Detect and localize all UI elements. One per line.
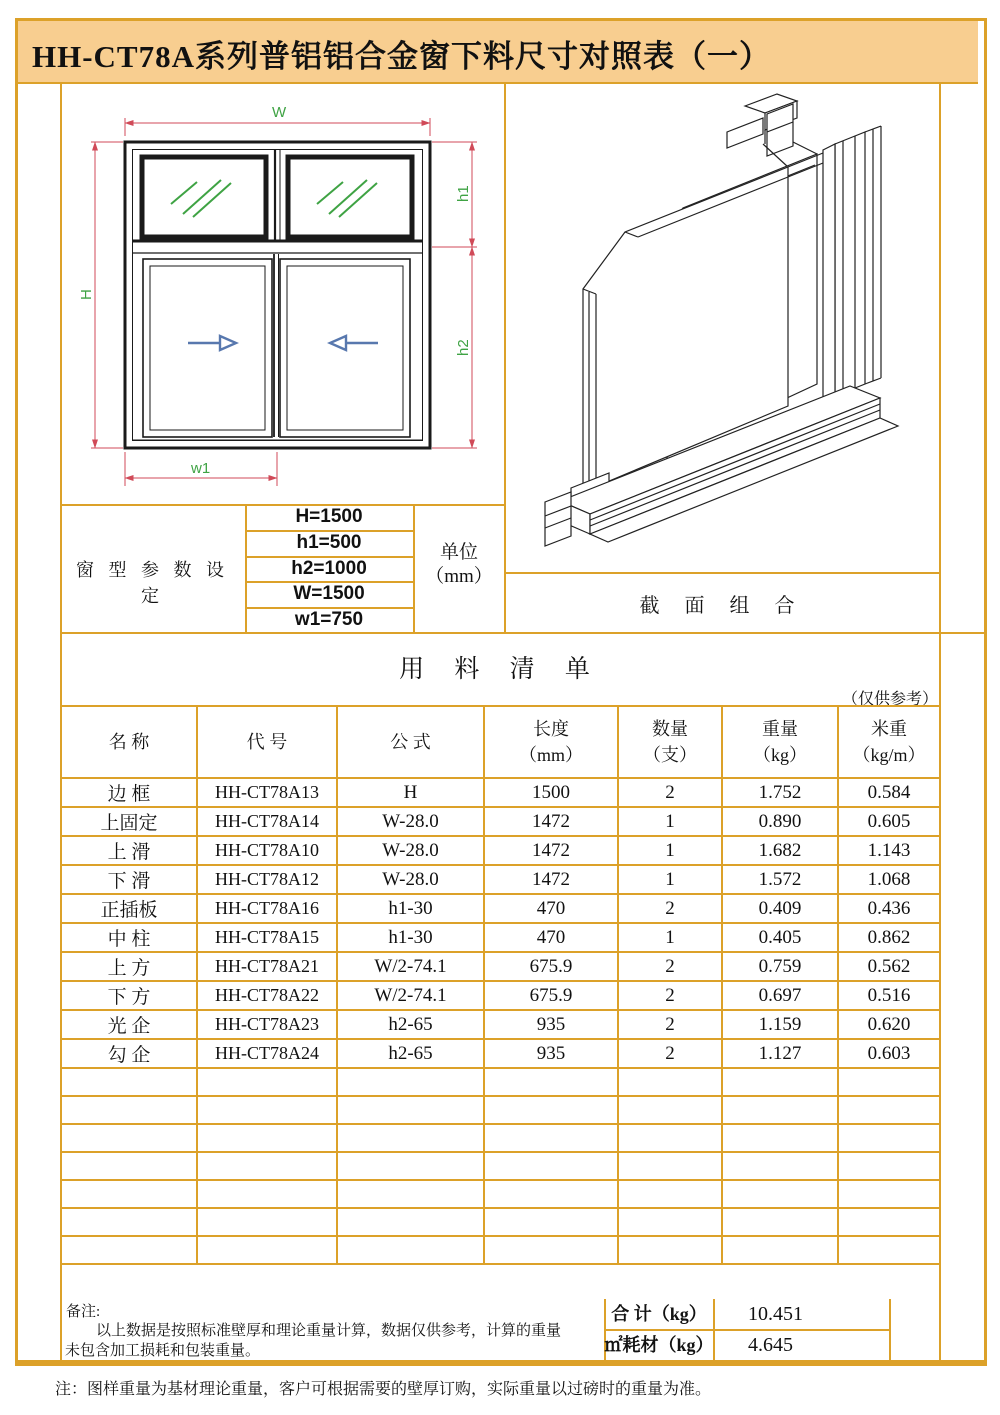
bom-cell: 675.9	[484, 981, 618, 1010]
bom-cell: 中 柱	[61, 923, 197, 952]
header-unit: （mm）	[518, 745, 583, 765]
bom-cell: HH-CT78A10	[197, 836, 337, 865]
bom-cell: 正插板	[61, 894, 197, 923]
bom-cell: 0.697	[722, 981, 838, 1010]
bom-cell: 0.759	[722, 952, 838, 981]
col-header-name	[61, 706, 197, 778]
empty-cell	[197, 1236, 337, 1264]
header-label: 名 称	[108, 732, 150, 752]
bom-cell: 2	[618, 1010, 722, 1039]
bom-cell: 下 方	[61, 981, 197, 1010]
header-label: 米重	[871, 719, 907, 739]
bom-cell: 0.409	[722, 894, 838, 923]
section-caption: 截 面 组 合	[639, 595, 805, 617]
bom-cell: 1.752	[722, 778, 838, 807]
empty-cell	[61, 1152, 197, 1180]
bom-cell: HH-CT78A12	[197, 865, 337, 894]
bom-empty-row	[61, 1208, 940, 1236]
bom-cell: 0.605	[838, 807, 940, 836]
bom-cell: 0.436	[838, 894, 940, 923]
bom-cell: h2-65	[337, 1039, 484, 1068]
empty-cell	[484, 1152, 618, 1180]
empty-cell	[61, 1096, 197, 1124]
empty-cell	[618, 1096, 722, 1124]
empty-cell	[337, 1124, 484, 1152]
bom-cell: 2	[618, 952, 722, 981]
bom-cell: H	[337, 778, 484, 807]
empty-cell	[618, 1152, 722, 1180]
bom-row	[61, 836, 940, 865]
bom-cell: 1472	[484, 836, 618, 865]
bom-cell: HH-CT78A22	[197, 981, 337, 1010]
bom-empty-row	[61, 1124, 940, 1152]
empty-cell	[337, 1068, 484, 1096]
bom-cell: 0.516	[838, 981, 940, 1010]
empty-cell	[61, 1236, 197, 1264]
bom-cell: HH-CT78A21	[197, 952, 337, 981]
bom-row	[61, 894, 940, 923]
empty-cell	[484, 1096, 618, 1124]
empty-cell	[197, 1180, 337, 1208]
bom-cell: 0.620	[838, 1010, 940, 1039]
param-value-h1: h1=500	[296, 532, 362, 553]
bom-empty-row	[61, 1096, 940, 1124]
param-value-w1: w1=750	[294, 609, 364, 630]
bom-cell: h2-65	[337, 1010, 484, 1039]
empty-cell	[838, 1068, 940, 1096]
divider-line	[60, 632, 985, 634]
empty-cell	[197, 1208, 337, 1236]
bom-row	[61, 952, 940, 981]
empty-cell	[722, 1208, 838, 1236]
header-label: 数量	[652, 719, 688, 739]
header-label: 长度	[533, 719, 569, 739]
empty-cell	[61, 1180, 197, 1208]
empty-cell	[838, 1096, 940, 1124]
bom-table	[60, 705, 941, 1265]
dim-label-w1: w1	[191, 460, 211, 477]
header-unit: （kg）	[753, 745, 807, 765]
bom-cell: HH-CT78A13	[197, 778, 337, 807]
bom-cell: 上 方	[61, 952, 197, 981]
bom-cell: 470	[484, 923, 618, 952]
unit-line1: 单位	[439, 542, 478, 563]
col-header-weight	[722, 706, 838, 778]
param-value-H: H=1500	[295, 506, 363, 527]
header-label: 重量	[762, 719, 798, 739]
section-assembly-drawing	[505, 84, 940, 571]
header-label: 代 号	[246, 732, 288, 752]
bom-cell: h1-30	[337, 923, 484, 952]
per-m2-value: 4.645	[748, 1334, 793, 1356]
bom-row	[61, 1010, 940, 1039]
title-bar	[18, 21, 978, 84]
empty-cell	[618, 1180, 722, 1208]
bom-empty-row	[61, 1152, 940, 1180]
empty-cell	[61, 1068, 197, 1096]
empty-cell	[197, 1068, 337, 1096]
bom-title: 用 料 清 单	[399, 656, 602, 683]
page-title: HH-CT78A系列普铝铝合金窗下料尺寸对照表（一）	[32, 39, 771, 74]
total-value: 10.451	[748, 1303, 803, 1325]
empty-cell	[197, 1124, 337, 1152]
bom-cell: 下 滑	[61, 865, 197, 894]
empty-cell	[838, 1152, 940, 1180]
bom-cell: 0.890	[722, 807, 838, 836]
empty-cell	[838, 1124, 940, 1152]
bom-cell: 1.572	[722, 865, 838, 894]
bom-cell: 1472	[484, 865, 618, 894]
bom-cell: W/2-74.1	[337, 952, 484, 981]
param-section-label: 窗 型 参 数 设 定	[76, 560, 229, 606]
bom-cell: 675.9	[484, 952, 618, 981]
bom-cell: 0.584	[838, 778, 940, 807]
reference-note: （仅供参考）	[841, 691, 938, 708]
dim-label-w: W	[272, 104, 287, 121]
dim-label-h1: h1	[455, 185, 472, 202]
bom-cell: 1.159	[722, 1010, 838, 1039]
bom-cell: HH-CT78A14	[197, 807, 337, 836]
bom-cell: 935	[484, 1039, 618, 1068]
bom-cell: 2	[618, 894, 722, 923]
dim-label-h2: h2	[455, 339, 472, 356]
bom-row	[61, 807, 940, 836]
empty-cell	[838, 1236, 940, 1264]
remark-label: 备注:	[66, 1304, 101, 1320]
bom-empty-row	[61, 1180, 940, 1208]
bom-cell: 光 企	[61, 1010, 197, 1039]
bom-row	[61, 981, 940, 1010]
bom-cell: W-28.0	[337, 865, 484, 894]
slide-arrow-icons	[188, 336, 378, 350]
bom-row	[61, 865, 940, 894]
empty-cell	[484, 1208, 618, 1236]
col-header-code	[197, 706, 337, 778]
empty-cell	[484, 1180, 618, 1208]
empty-cell	[337, 1152, 484, 1180]
empty-cell	[337, 1236, 484, 1264]
empty-cell	[618, 1068, 722, 1096]
window-elevation-drawing	[61, 84, 505, 505]
bom-cell: HH-CT78A15	[197, 923, 337, 952]
empty-cell	[618, 1236, 722, 1264]
bom-cell: h1-30	[337, 894, 484, 923]
bom-cell: 上 滑	[61, 836, 197, 865]
empty-cell	[197, 1096, 337, 1124]
empty-cell	[722, 1124, 838, 1152]
empty-cell	[61, 1124, 197, 1152]
bom-cell: 1	[618, 836, 722, 865]
col-header-formula	[337, 706, 484, 778]
dim-label-h: H	[78, 289, 95, 300]
bom-cell: 勾 企	[61, 1039, 197, 1068]
bom-empty-row	[61, 1068, 940, 1096]
bom-cell: HH-CT78A16	[197, 894, 337, 923]
bottom-note: 注：图样重量为基材理论重量，客户可根据需要的壁厚订购，实际重量以过磅时的重量为准。	[55, 1381, 712, 1398]
empty-cell	[337, 1096, 484, 1124]
dimension-lines	[91, 118, 477, 486]
empty-cell	[722, 1096, 838, 1124]
bom-cell: 边 框	[61, 778, 197, 807]
bom-row	[61, 1039, 940, 1068]
header-unit: （支）	[643, 745, 697, 765]
bom-header	[61, 706, 940, 778]
empty-cell	[337, 1180, 484, 1208]
unit-cell	[413, 541, 505, 589]
empty-cell	[484, 1236, 618, 1264]
empty-cell	[61, 1208, 197, 1236]
param-value-h2: h2=1000	[291, 558, 367, 579]
bom-row	[61, 923, 940, 952]
bom-cell: 1	[618, 923, 722, 952]
bom-cell: HH-CT78A24	[197, 1039, 337, 1068]
bom-cell: 0.562	[838, 952, 940, 981]
empty-cell	[618, 1208, 722, 1236]
header-unit: （kg/m）	[852, 745, 926, 765]
bom-cell: 1	[618, 865, 722, 894]
bom-cell: W-28.0	[337, 807, 484, 836]
per-m2-label: ㎡耗材（kg）	[604, 1335, 714, 1355]
bom-cell: 1.682	[722, 836, 838, 865]
empty-cell	[722, 1180, 838, 1208]
bom-cell: 470	[484, 894, 618, 923]
bom-cell: 2	[618, 778, 722, 807]
bom-cell: 1.143	[838, 836, 940, 865]
empty-cell	[337, 1208, 484, 1236]
bom-cell: 0.862	[838, 923, 940, 952]
bom-cell: 935	[484, 1010, 618, 1039]
bom-row	[61, 778, 940, 807]
empty-cell	[838, 1180, 940, 1208]
bom-cell: 2	[618, 1039, 722, 1068]
bom-header-row	[61, 706, 940, 778]
divider-line	[504, 572, 940, 574]
empty-cell	[722, 1068, 838, 1096]
empty-cell	[484, 1124, 618, 1152]
empty-cell	[618, 1124, 722, 1152]
bom-cell: 2	[618, 981, 722, 1010]
param-value-W: W=1500	[293, 583, 365, 604]
header-label: 公 式	[390, 732, 431, 752]
remark-line1: 以上数据是按照标准壁厚和理论重量计算，数据仅供参考，计算的重量	[96, 1323, 562, 1339]
col-header-length	[484, 706, 618, 778]
bom-cell: 0.603	[838, 1039, 940, 1068]
window-frame	[125, 142, 430, 448]
bom-cell: W/2-74.1	[337, 981, 484, 1010]
bom-cell: HH-CT78A23	[197, 1010, 337, 1039]
col-header-meter-weight	[838, 706, 940, 778]
empty-cell	[722, 1152, 838, 1180]
empty-cell	[197, 1152, 337, 1180]
bom-cell: 1.127	[722, 1039, 838, 1068]
bom-cell: 1	[618, 807, 722, 836]
bom-cell: 上固定	[61, 807, 197, 836]
col-header-qty	[618, 706, 722, 778]
bom-body	[61, 778, 940, 1264]
empty-cell	[484, 1068, 618, 1096]
remark-line2: 未包含加工损耗和包装重量。	[65, 1343, 261, 1359]
empty-cell	[722, 1236, 838, 1264]
bom-cell: 1500	[484, 778, 618, 807]
bom-cell: 0.405	[722, 923, 838, 952]
total-label: 合 计（kg）	[611, 1304, 707, 1324]
empty-cell	[838, 1208, 940, 1236]
unit-line2: （mm）	[425, 566, 493, 587]
bom-cell: W-28.0	[337, 836, 484, 865]
bom-cell: 1.068	[838, 865, 940, 894]
bom-empty-row	[61, 1236, 940, 1264]
bom-cell: 1472	[484, 807, 618, 836]
